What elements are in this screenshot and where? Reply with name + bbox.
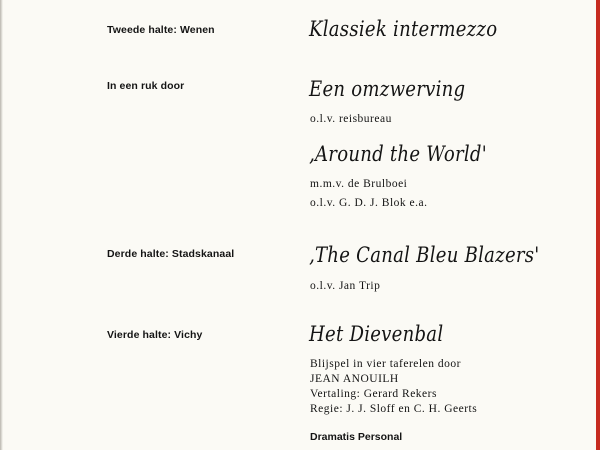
dramatis-personae-heading: Dramatis Personal: [310, 431, 403, 443]
play-translation: Vertaling: Gerard Rekers: [310, 388, 437, 400]
stop-label-vichy: Vierde halte: Vichy: [107, 329, 203, 341]
program-title-canal-bleu: ‚The Canal Bleu Blazers': [309, 243, 540, 267]
credit-line: o.l.v. reisbureau: [310, 113, 392, 125]
play-direction: Regie: J. J. Sloff en C. H. Geerts: [310, 403, 478, 415]
play-author: JEAN ANOUILH: [310, 373, 399, 385]
program-title-dievenbal: Het Dievenbal: [309, 322, 444, 346]
credit-line: o.l.v. G. D. J. Blok e.a.: [310, 197, 428, 209]
play-description: Blijspel in vier taferelen door: [310, 358, 461, 370]
program-title-klassiek: Klassiek intermezzo: [309, 17, 498, 41]
page-fold-shadow: [0, 0, 3, 450]
credit-line: m.m.v. de Brulboei: [310, 178, 408, 190]
program-title-omzwerving: Een omzwerving: [309, 77, 466, 101]
program-subtitle-around-world: ‚Around the World': [309, 142, 487, 166]
stop-label-ruk: In een ruk door: [107, 80, 185, 92]
stop-label-stadskanaal: Derde halte: Stadskanaal: [107, 248, 235, 260]
stop-label-wenen: Tweede halte: Wenen: [107, 24, 215, 36]
credit-line: o.l.v. Jan Trip: [310, 280, 381, 292]
